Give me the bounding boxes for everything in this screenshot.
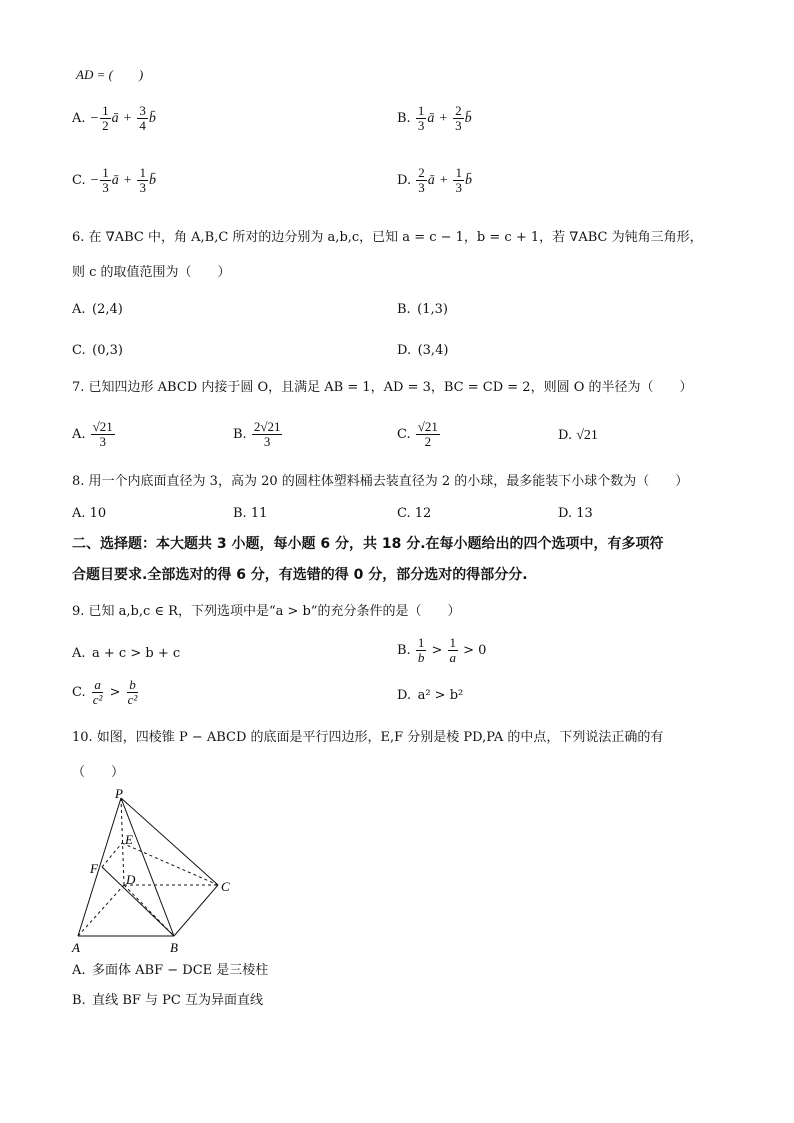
label-c: C [221, 879, 230, 894]
q8-stem: 8. 用一个内底面直径为 3，高为 20 的圆柱体塑料桶去装直径为 2 的小球，最多能装下小球个数为（ ） [72, 474, 689, 489]
q8-option-a[interactable]: A. 10 [72, 506, 107, 521]
q10-option-b[interactable]: B. 直线 BF 与 PC 互为异面直线 [72, 993, 263, 1008]
label-p: P [115, 788, 123, 801]
option-letter: D. [397, 173, 412, 188]
q10-stem-line1: 10. 如图，四棱锥 P − ABCD 的底面是平行四边形，E,F 分别是棱 PD,PA 的中点，下列说法正确的有 [72, 730, 664, 745]
q8-option-d[interactable]: D. 13 [558, 506, 593, 521]
q9-option-c[interactable]: C. $\frac{a}{\text{c²}}$ > $\frac{b}{\text{c²}}$ [72, 677, 138, 707]
q9-option-a[interactable]: A. a + c > b + c [72, 646, 181, 661]
q6-stem-line1: 6. 在 ∇ABC 中，角 A,B,C 所对的边分别为 a,b,c，已知 a = c − 1，b = c + 1，若 ∇ABC 为钝角三角形， [72, 230, 703, 245]
q7-option-d[interactable]: D. √21 [558, 428, 598, 443]
q6-stem-line2: 则 c 的取值范围为（ ） [72, 265, 231, 280]
label-a: A [72, 940, 80, 955]
q9-stem: 9. 已知 a,b,c ∈ R，下列选项中是“a > b”的充分条件的是（ ） [72, 604, 461, 619]
q7-stem: 7. 已知四边形 ABCD 内接于圆 O，且满足 AB = 1，AD = 3，BC = CD = 2，则圆 O 的半径为（ ） [72, 380, 693, 395]
option-letter: A. [72, 111, 86, 126]
q7-option-c[interactable]: C. $\frac{√21}{2}$ [397, 419, 438, 449]
label-d: D [126, 872, 136, 887]
q5-option-d[interactable]: D. $\frac{2}{3}$ ā + $\frac{1}{3}$ b̄ [397, 165, 472, 195]
q6-option-b[interactable]: B. (1,3) [397, 302, 449, 317]
q8-option-c[interactable]: C. 12 [397, 506, 432, 521]
q5-option-b[interactable]: B. $\frac{1}{3}$ ā + $\frac{2}{3}$ b̄ [397, 103, 472, 133]
option-letter: C. [72, 173, 86, 188]
label-e: E [125, 832, 133, 847]
q5-option-a[interactable]: A. − $\frac{1}{2}$ ā + $\frac{3}{4}$ b̄ [72, 103, 156, 133]
q8-option-b[interactable]: B. 11 [233, 506, 268, 521]
q5-option-c[interactable]: C. − $\frac{1}{3}$ ā + $\frac{1}{3}$ b̄ [72, 165, 156, 195]
section2-heading-line1: 二、选择题：本大题共 3 小题，每小题 6 分，共 18 分.在每小题给出的四个选项中，有多项符 [72, 536, 664, 552]
q7-option-b[interactable]: B. $\frac{2√21}{3}$ [233, 419, 281, 449]
q6-option-a[interactable]: A. (2,4) [72, 302, 123, 317]
pyramid-figure [70, 788, 250, 958]
label-b: B [170, 940, 178, 955]
q9-option-d[interactable]: D. a² > b² [397, 688, 464, 703]
label-f: F [90, 861, 98, 876]
q10-option-a[interactable]: A. 多面体 ABF − DCE 是三棱柱 [72, 963, 269, 978]
section2-heading-line2: 合题目要求.全部选对的得 6 分，有选错的得 0 分，部分选对的得部分分. [72, 567, 528, 583]
q10-stem-line2: （ ） [72, 765, 125, 780]
option-letter: B. [397, 111, 411, 126]
q9-option-b[interactable]: B. $\frac{1}{b}$ > $\frac{1}{a}$ > 0 [397, 635, 487, 665]
q6-option-c[interactable]: C. (0,3) [72, 343, 123, 358]
q7-option-a[interactable]: A. $\frac{√21}{3}$ [72, 419, 113, 449]
q5-stem: AD = ( ) [76, 67, 144, 82]
q6-option-d[interactable]: D. (3,4) [397, 343, 449, 358]
